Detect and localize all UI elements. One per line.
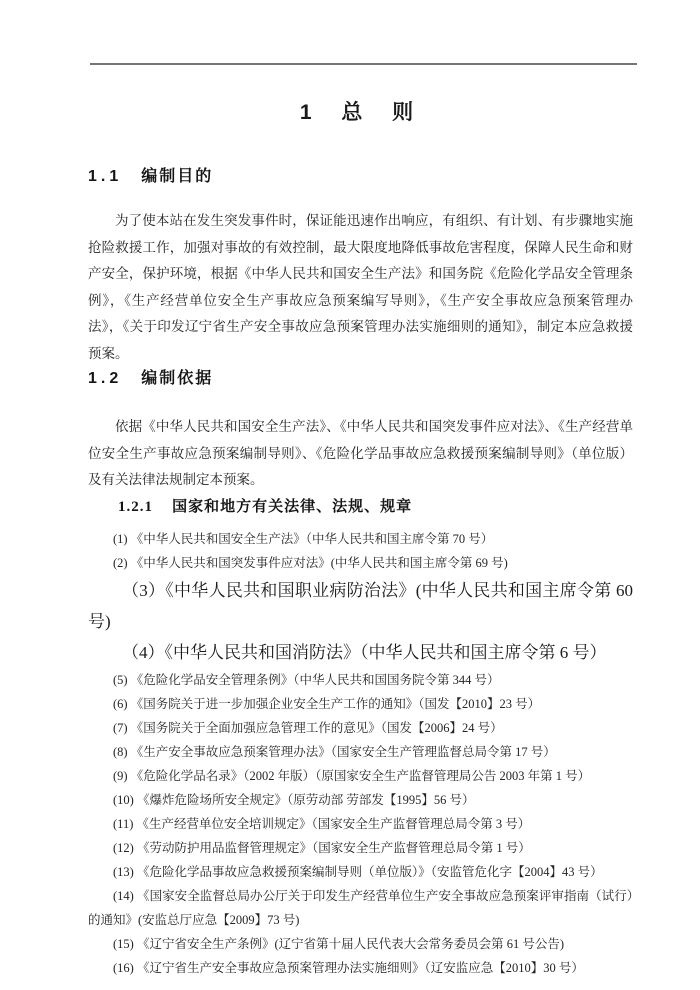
section-1-1-heading [88, 167, 633, 187]
subsection-1-2-1-number: 1.2.1 [118, 499, 153, 515]
section-1-2-heading [88, 369, 633, 389]
section-1-2-paragraph: 依据《中华人民共和国安全生产法》、《中华人民共和国突发事件应对法》、《生产经营单位安全生产事故应急预案编制导则》、《危险化学品事故应急救援预案编制导则》（单位版）及有关法律法规制定本预案。 [88, 419, 633, 487]
list-item-11: (11) 《生产经营单位安全培训规定》（国家安全生产监督管理总局令第 3 号） [113, 817, 531, 831]
list-item-7: (7) 《国务院关于全面加强应急管理工作的意见》（国发【2006】24 号） [113, 721, 503, 735]
section-1-2-number: 1.2 [88, 370, 123, 387]
section-1-2-title: 编制依据 [141, 370, 214, 387]
law-list [88, 527, 633, 980]
subsection-1-2-1-heading [88, 497, 633, 517]
list-item-4: （4）《中华人民共和国消防法》（中华人民共和国主席令第 6 号） [122, 643, 607, 662]
list-item-9: (9) 《危险化学品名录》（2002 年版）（原国家安全生产监督管理局公告 2003 年第 1 号） [113, 769, 591, 783]
list-item-8: (8) 《生产安全事故应急预案管理办法》（国家安全生产管理监督总局令第 17 号） [113, 745, 556, 759]
section-1-1-number: 1.1 [88, 168, 123, 185]
list-item-12: (12) 《劳动防护用品监督管理规定》（国家安全生产监督管理总局令第 1 号） [113, 841, 531, 855]
list-item-3: （3）《中华人民共和国职业病防治法》(中华人民共和国主席令第 60 号) [88, 581, 633, 631]
list-item-15: (15) 《辽宁省安全生产条例》(辽宁省第十届人民代表大会常务委员会第 61 号公告) [113, 937, 565, 951]
list-item-14: (14) 《国家安全监督总局办公厅关于印发生产经营单位生产安全事故应急预案评审指南（试行）的通知》(安监总厅应急【2009】73 号) [88, 889, 633, 927]
section-1-1-paragraph: 为了使本站在发生突发事件时，保证能迅速作出响应，有组织、有计划、有步骤地实施抢险救援工作，加强对事故的有效控制，最大限度地降低事故危害程度，保障人民生命和财产安全，保护环境，根据《中华人民共和国安全生产法》和国务院《危险化学品安全管理条例》，《生产经营单位安全生产事故应急预案编写导则》，《生产安全事故应急预案管理办法》，《关于印发辽宁省生产安全事故应急预案管理办法实施细则的通知》，制定本应急救援预案。 [88, 213, 633, 361]
list-item-5: (5) 《危险化学品安全管理条例》（中华人民共和国国务院令第 344 号） [113, 673, 500, 687]
document-title: 1 总 则 [299, 101, 422, 124]
list-item-1: (1) 《中华人民共和国安全生产法》（中华人民共和国主席令第 70 号） [113, 532, 494, 546]
list-item-16: (16) 《辽宁省生产安全事故应急预案管理办法实施细则》（辽安监应急【2010】30 号） [113, 961, 584, 975]
document-content [88, 0, 633, 980]
section-1-1-title: 编制目的 [141, 168, 214, 185]
list-item-10: (10) 《爆炸危险场所安全规定》（原劳动部 劳部发【1995】56 号） [113, 793, 475, 807]
list-item-6: (6) 《国务院关于进一步加强企业安全生产工作的通知》（国发【2010】23 号） [113, 697, 541, 711]
subsection-1-2-1-title: 国家和地方有关法律、法规、规章 [172, 498, 413, 515]
list-item-2: (2) 《中华人民共和国突发事件应对法》(中华人民共和国主席令第 69 号) [113, 556, 508, 570]
list-item-13: (13) 《危险化学品事故应急救援预案编制导则（单位版）》（安监管危化字【2004】43 号） [113, 865, 603, 879]
